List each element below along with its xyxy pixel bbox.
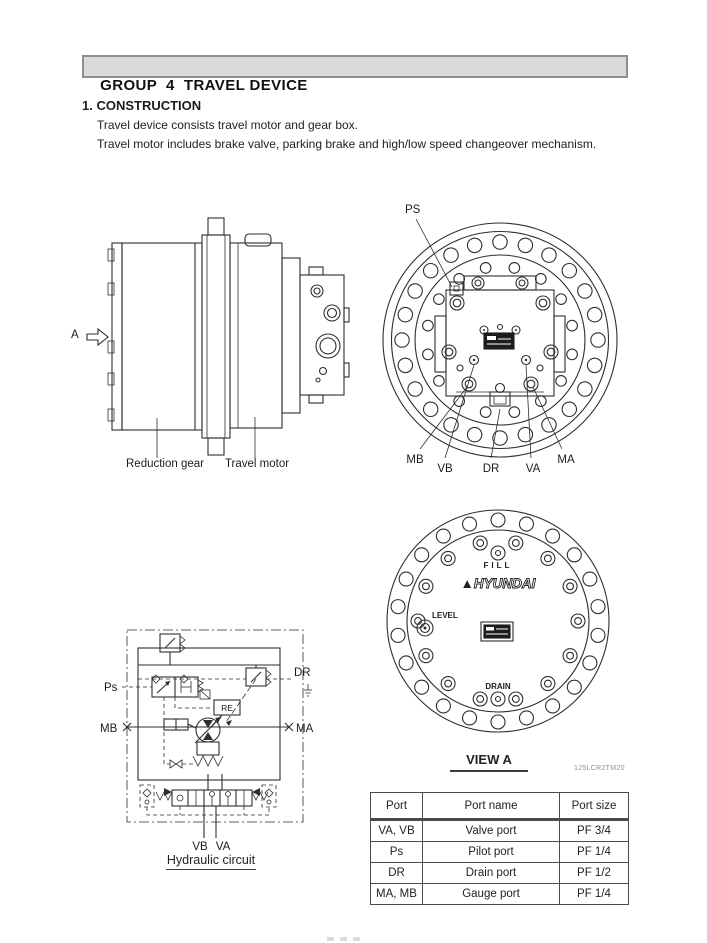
travel-motor-front-view — [372, 197, 628, 475]
ma-port-label: MA — [557, 454, 575, 466]
col-header-port-name: Port name — [423, 793, 560, 820]
hydraulic-circuit-diagram — [96, 622, 320, 854]
cell-port-name: Gauge port — [423, 884, 560, 905]
table-row — [371, 884, 629, 905]
cell-port-size: PF 1/4 — [560, 842, 629, 863]
mb-port-label: MB — [406, 454, 424, 466]
cell-port: Ps — [371, 842, 423, 863]
page-number-cropped — [327, 937, 365, 941]
table-row — [371, 863, 629, 884]
view-a-caption: VIEW A — [450, 752, 528, 772]
hc-dr-label: DR — [294, 667, 311, 679]
fill-label: FILL — [483, 561, 513, 570]
cell-port-size: PF 1/2 — [560, 863, 629, 884]
page-title: GROUP 4 TRAVEL DEVICE — [100, 77, 308, 94]
table-row — [371, 820, 629, 842]
table-row — [371, 842, 629, 863]
dr-port-label: DR — [482, 463, 500, 475]
figure-code: 125LCR2TM20 — [574, 765, 625, 772]
cell-port-name: Pilot port — [423, 842, 560, 863]
va-port-label: VA — [525, 463, 541, 475]
cell-port-name: Drain port — [423, 863, 560, 884]
hc-mb-label: MB — [100, 723, 118, 735]
section-heading: 1. CONSTRUCTION — [82, 98, 202, 113]
col-header-port: Port — [371, 793, 423, 820]
hc-vb-label: VB — [192, 841, 208, 853]
hc-ps-label: Ps — [104, 682, 118, 694]
cell-port-size: PF 1/4 — [560, 884, 629, 905]
reduction-gear-label: Reduction gear — [126, 458, 204, 470]
dr-port — [496, 384, 505, 393]
drain-port — [491, 692, 505, 706]
fill-port — [491, 546, 505, 560]
col-header-port-size: Port size — [560, 793, 629, 820]
travel-motor-label: Travel motor — [224, 458, 290, 470]
body-text-line-1: Travel device consists travel motor and gear box. — [97, 118, 359, 132]
port-table — [370, 792, 629, 905]
drain-label: DRAIN — [485, 682, 511, 691]
cell-port: MA, MB — [371, 884, 423, 905]
cell-port: DR — [371, 863, 423, 884]
level-label: LEVEL — [432, 611, 458, 620]
hc-re-label: RE — [221, 703, 233, 713]
page-title-bar — [82, 55, 628, 94]
ps-port-label: PS — [405, 204, 421, 216]
hyundai-logo: ▲HYUNDAI — [460, 576, 536, 591]
view-a-drawing — [382, 500, 614, 746]
cell-port-size: PF 3/4 — [560, 820, 629, 842]
hydraulic-circuit-caption: Hydraulic circuit — [166, 853, 256, 870]
view-arrow-label: A — [71, 329, 79, 341]
port-table-header-row — [371, 793, 629, 820]
body-text-line-2: Travel motor includes brake valve, parking brake and high/low speed changeover mechanism. — [97, 137, 597, 151]
hc-ma-label: MA — [296, 723, 314, 735]
nameplate — [484, 333, 514, 349]
cell-port: VA, VB — [371, 820, 423, 842]
valve-cover-assembly — [435, 276, 565, 406]
cell-port-name: Valve port — [423, 820, 560, 842]
hc-va-label: VA — [215, 841, 231, 853]
side-view-drawing — [95, 213, 363, 465]
vb-port-label: VB — [437, 463, 453, 475]
